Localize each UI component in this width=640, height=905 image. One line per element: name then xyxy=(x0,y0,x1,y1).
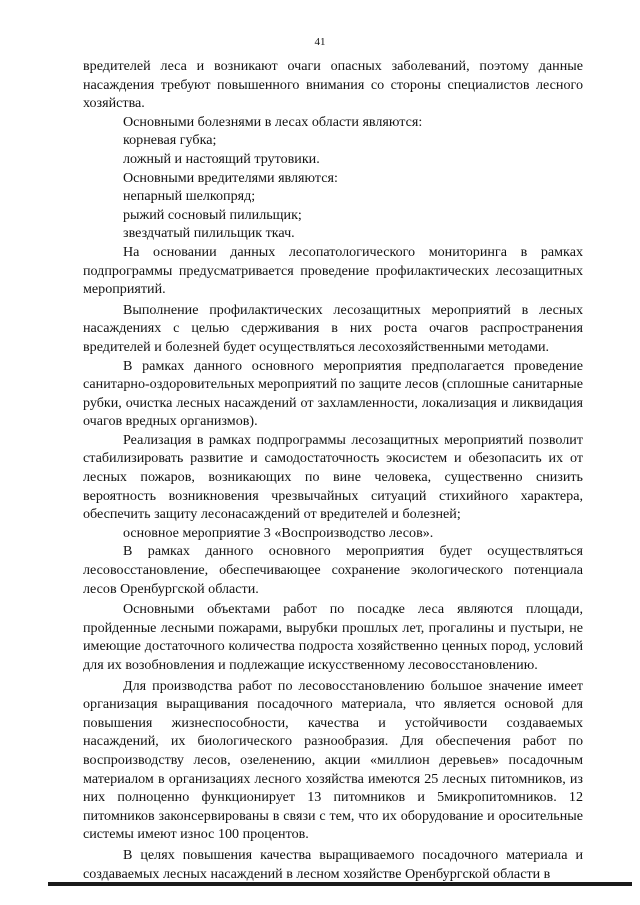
paragraph: основное мероприятие 3 «Воспроизводство лесов». xyxy=(123,524,434,541)
paragraph: На основании данных лесопатологического мониторинга в рамках подпрограммы предусматривается проведение профилактических лесозащитных мероприятий. xyxy=(83,243,583,298)
paragraph: вредителей леса и возникают очаги опасных заболеваний, поэтому данные насаждения требуют повышенного внимания со стороны специалистов лесного хозяйства. xyxy=(83,58,583,112)
paragraph: Основными объектами работ по посадке леса являются площади, пройденные лесными пожарами, вырубки прошлых лет, прогалины и пустыри, не имеющие достаточного количества подроста хозяйственно ценных пород, условий для их возобновления и подлежащие искусственному лесовосстановлению. xyxy=(83,601,583,673)
paragraph: В целях повышения качества выращиваемого посадочного материала и создаваемых лесных насаждений в лесном хозяйстве Оренбургской области в xyxy=(83,846,583,882)
paragraph: Реализация в рамках подпрограммы лесозащитных мероприятий позволит стабилизировать развитие и самодостаточность экосистем и обезопасить их от лесных пожаров, возникающих по вине человека, существенно снизить вероятность возникновения чрезвычайных ситуаций стихийного характера, обеспечить защиту лесонасаждений от вредителей и болезней; xyxy=(83,431,583,523)
paragraph: Основными вредителями являются: xyxy=(123,169,338,186)
paragraph: непарный шелкопряд; xyxy=(123,188,256,205)
page-number: 41 xyxy=(314,36,326,48)
paragraph: Для производства работ по лесовосстановлению большое значение имеет организация выращивания посадочного материала, что является основой для повышения жизнеспособности, качества и устойчивости создаваемых насаждений, их биологического разнообразия. Для обеспечения работ по воспроизводству лесов, озеленению, акции «миллион деревьев» посадочным материалом в организациях лесного хозяйства имеются 25 лесных питомников, из них полноценно функционирует 13 питомников и 5микропитомников. 12 питомников законсервированы в связи с тем, что их оборудование и оросительные системы имеют износ 100 процентов. xyxy=(83,677,583,843)
paragraph: В рамках данного основного мероприятия предполагается проведение санитарно-оздоровительных мероприятий по защите лесов (сплошные санитарные рубки, очистка лесных насаждений от захламленности, локализация и ликвидация очагов вредных организмов). xyxy=(83,357,583,430)
paragraph: В рамках данного основного мероприятия будет осуществляться лесовосстановление, обеспечивающее сохранение экологического потенциала лесов Оренбургской области. xyxy=(83,543,583,597)
paragraph: звездчатый пилильщик ткач. xyxy=(123,225,295,242)
paragraph: рыжий сосновый пилильщик; xyxy=(123,206,302,223)
paragraph: корневая губка; xyxy=(123,132,217,149)
paragraph: Выполнение профилактических лесозащитных мероприятий в лесных насаждениях с целью сдерживания в них роста очагов распространения вредителей и болезней будет осуществляться лесохозяйственными методами. xyxy=(83,301,583,355)
bottom-rule xyxy=(48,882,632,886)
paragraph: Основными болезнями в лесах области являются: xyxy=(123,113,423,130)
document-body xyxy=(83,57,583,883)
paragraph: ложный и настоящий трутовики. xyxy=(123,150,320,167)
